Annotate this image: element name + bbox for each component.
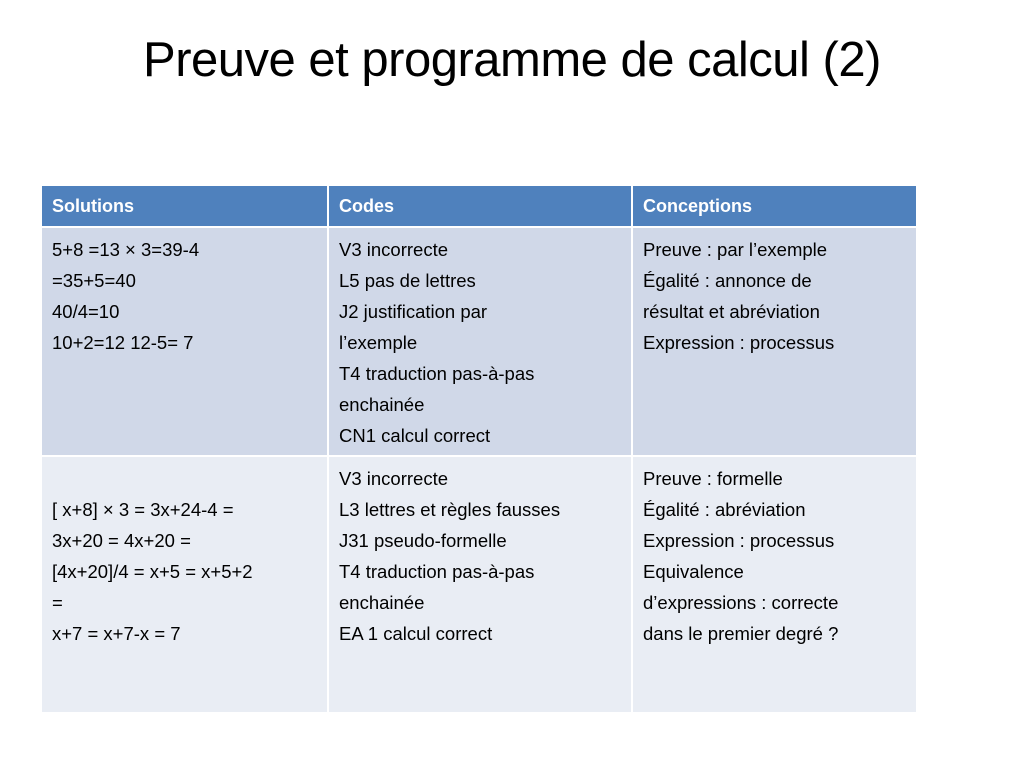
cell-codes [328,456,632,713]
cell-line: [ x+8] × 3 = 3x+24-4 = [52,499,234,520]
cell-line: 40/4=10 [52,301,120,322]
cell-line: 5+8 =13 × 3=39-4 [52,239,200,260]
cell-line: d’expressions : correcte [643,592,839,613]
data-table [40,184,918,714]
table-row [41,456,917,713]
cell-line: T4 traduction pas-à-pas [339,363,535,384]
cell-line: L5 pas de lettres [339,270,476,291]
cell-line: Expression : processus [643,332,835,353]
cell-line: J2 justification par [339,301,488,322]
cell-line: dans le premier degré ? [643,623,839,644]
cell-conceptions [632,227,917,456]
cell-solutions [41,456,328,713]
cell-codes [328,227,632,456]
header-codes: Codes [328,185,632,227]
cell-solutions [41,227,328,456]
cell-line: [4x+20]/4 = x+5 = x+5+2 [52,561,253,582]
table-row [41,227,917,456]
cell-line: Preuve : formelle [643,468,783,489]
header-conceptions: Conceptions [632,185,917,227]
cell-line: Égalité : abréviation [643,499,806,520]
header-solutions: Solutions [41,185,328,227]
cell-line: CN1 calcul correct [339,425,491,446]
cell-line: T4 traduction pas-à-pas [339,561,535,582]
cell-line: V3 incorrecte [339,468,448,489]
cell-line: Expression : processus [643,530,835,551]
cell-line: V3 incorrecte [339,239,448,260]
cell-line: 10+2=12 12-5= 7 [52,332,194,353]
cell-line: l’exemple [339,332,418,353]
table-header-row [41,185,917,227]
cell-line: L3 lettres et règles fausses [339,499,561,520]
cell-line: =35+5=40 [52,270,136,291]
cell-line: Equivalence [643,561,744,582]
cell-line: enchainée [339,394,425,415]
cell-line: Preuve : par l’exemple [643,239,828,260]
slide-title: Preuve et programme de calcul (2) [143,33,881,87]
cell-line: x+7 = x+7-x = 7 [52,623,181,644]
cell-line: = [52,592,63,613]
cell-line: J31 pseudo-formelle [339,530,507,551]
cell-line: résultat et abréviation [643,301,820,322]
cell-line: EA 1 calcul correct [339,623,493,644]
cell-conceptions [632,456,917,713]
cell-line: enchainée [339,592,425,613]
cell-line: 3x+20 = 4x+20 = [52,530,191,551]
cell-line: Égalité : annonce de [643,270,812,291]
